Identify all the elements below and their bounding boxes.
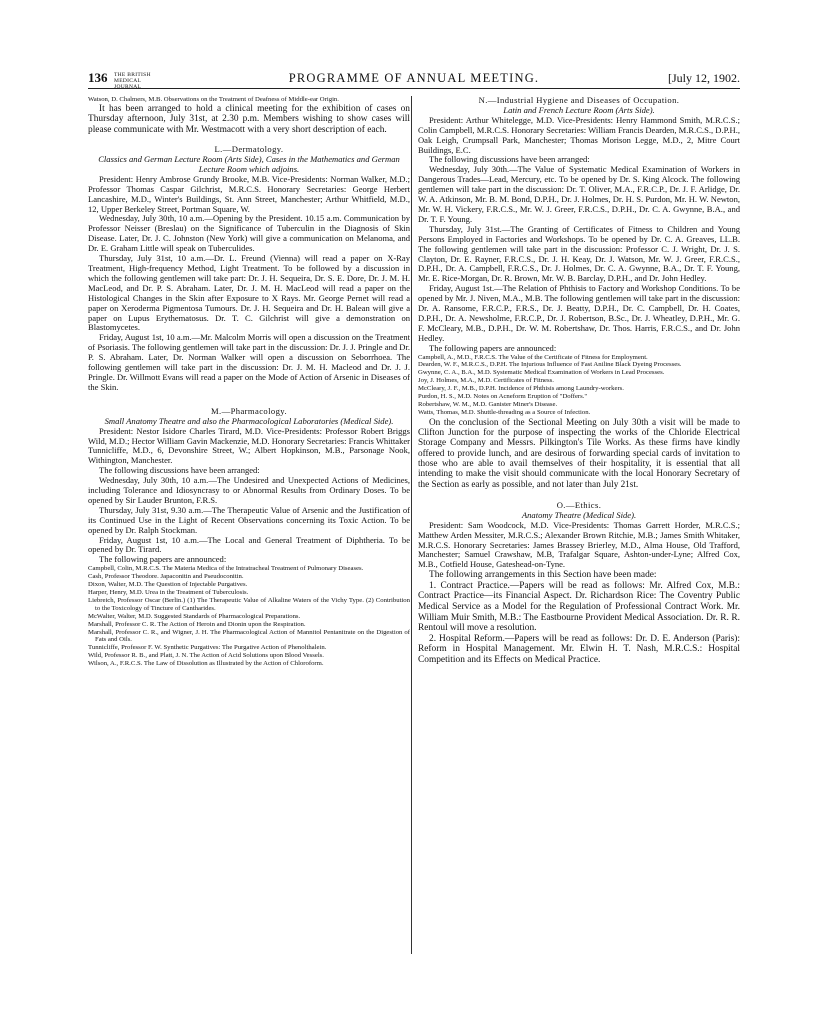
section-n-wednesday: Wednesday, July 30th.—The Value of Systematic Medical Examination of Workers in Dangerous Trades—Lead, Mercury, etc. To be opened by Dr. S. King Alcock. The following gentlemen will take part in the discussion: Dr. T. Oliver, M.A., F.R.C.P., Dr. J. F. Arlidge, Dr. W. A. Atkinson, Mr. B. M. Bond, D.P.H., Dr. J. Holmes, Dr. H. S. Purdon, Mr. H. W. Newton, Mr. W. H. Vickery, F.R.C.S., Mr. W. J. Greer, F.R.C.S., D.P.H., Dr. C. A. Gwynne, B.A., and Dr. T. F. Young.: [418, 164, 740, 224]
paper-entry: Purdon, H. S., M.D. Notes on Acneform Eruption of "Doffers.": [418, 393, 588, 401]
paper-entry: Watson, D. Chalmers, M.B. Observations on the Treatment of Deafness of Middle-ear Origin.: [88, 96, 339, 103]
paper-entry: McWalter, Walter, M.D. Suggested Standards of Pharmacological Preparations.: [88, 612, 301, 620]
section-o-intro: The following arrangements in this Section have been made:: [429, 570, 657, 581]
section-n-thursday: Thursday, July 31st.—The Granting of Certificates of Fitness to Children and Young Persons Employed in Factories and Workshops. To be opened by Dr. C. A. Greaves, LL.B. The following gentlemen will take part in the discussion: Professor C. J. Wright, Dr. J. S. Clayton, Dr. E. Rayner, F.R.C.S., Dr. J. H. Keay, Dr. J. Watson, Mr. W. J. Greer, F.R.C.S., D.P.H., Dr. A. Campbell, F.R.C.S., Dr. J. Holmes, Dr. C. A. Gwynne, B.A., Dr. T. F. Young, Mr. E. Rice-Morgan, Dr. R. Brown, Mr. W. B. Barclay, D.P.H., and Dr. John Hedley.: [418, 223, 740, 284]
section-o-venue: Anatomy Theatre (Medical Side).: [521, 509, 637, 520]
section-o-officers: President: Sam Woodcock, M.D. Vice-Presidents: Thomas Garrett Horder, M.R.C.S.; Matthew Arden Messiter, M.R.C.S.; Alexander Brown Ritchie, M.B.; James Smith Whitaker, M.R.C.S. Honorary Secretaries: James Brassey Brierley, M.D., Alma House, Old Trafford, Manchester; Samuel Crawshaw, M.B, Trafalgar Square, Ashton-under-Lyne; Alfred Cox, M.B., Cotfield House, Gateshead-on-Tyne.: [418, 519, 740, 570]
section-n-title: N.—Industrial Hygiene and Diseases of Occupation.: [478, 95, 680, 105]
paper-entry: Dearden, W. F., M.R.C.S., D.P.H. The Injurious Influence of Fast Aniline Black Dyeing Processes.: [418, 361, 682, 369]
section-n-venue: Latin and French Lecture Room (Arts Side).: [503, 104, 655, 115]
section-m-thursday: Thursday, July 31st, 9.30 a.m.—The Therapeutic Value of Arsenic and the Justification of its Continued Use in the Light of Recent Observations concerning its Toxic Action. To be opened by Dr. Ralph Stockman.: [88, 504, 410, 535]
paper-entry: Dixon, Walter, M.D. The Question of Injectable Purgatives.: [88, 581, 248, 589]
section-n-friday: Friday, August 1st.—The Relation of Phthisis to Factory and Workshop Conditions. To be opened by Mr. J. Niven, M.A., M.B. The following gentlemen will take part in the discussion: Dr. A. Ransome, F.R.C.P., F.R.S., Dr. J. Beatty, D.P.H., Dr. C. Campbell, Dr. H. Coates, D.P.H., Dr. A. Newsholme, F.R.C.P., Dr. J. Robertson, B.Sc., Dr. J. Wheatley, D.P.H., Mr. G. F. McCleary, M.B., D.P.H., Dr. W. M. Robertshaw, Dr. Thos. Harris, F.R.C.S., and Dr. John Hedley.: [418, 283, 740, 343]
section-m-friday: Friday, August 1st, 10 a.m.—The Local and General Treatment of Diphtheria. To be opened by Dr. Tirard.: [88, 534, 410, 555]
page-number: 136: [88, 70, 108, 85]
section-l-friday: Friday, August 1st, 10 a.m.—Mr. Malcolm Morris will open a discussion on the Treatment of Psoriasis. The following gentlemen will take part in the discussion: Dr. J. J. Pringle and Dr. P. S. Abraham. Later, Dr. Norman Walker will open a discussion on Seborrhoea. The following gentlemen will take part in the discussion: Dr. J. M. H. Macleod and Dr. J. J. Pringle. Dr. Willmott Evans will read a paper on the Mode of Action of Arsenic in Diseases of the Skin.: [88, 332, 410, 392]
paper-entry: Marshall, Professor C. R., and Wigner, J. H. The Pharmacological Action of Mannitol Pentanitrate on the Digestion of Fats and Oils.: [88, 628, 410, 644]
paper-entry: Marshall, Professor C. R. The Action of Heroin and Dionin upon the Respiration.: [88, 620, 306, 628]
section-m-venue: Small Anatomy Theatre and also the Pharmacological Laboratories (Medical Side).: [104, 415, 394, 426]
journal-name: THE BRITISH MEDICAL JOURNAL: [114, 72, 151, 90]
paper-entry: Cash, Professor Theodore. Japaconitin and Pseudoconitin.: [88, 573, 244, 581]
section-m-papers-intro: The following papers are announced:: [99, 554, 227, 565]
running-title: PROGRAMME OF ANNUAL MEETING.: [288, 71, 540, 85]
paper-entry: Campbell, A., M.D., F.R.C.S. The Value of the Certificate of Fitness for Employment.: [418, 353, 648, 361]
running-header: [88, 70, 740, 89]
section-o-hospital-reform: 2. Hospital Reform.—Papers will be read as follows: Dr. D. E. Anderson (Paris): Reform in Hospital Management. Mr. Elwin H. T. Nash, M.R.C.S.: Hospital Competition and its Effects on Medical Practice.: [418, 633, 740, 665]
paper-entry: McCleary, J. F., M.B., D.P.H. Incidence of Phthisis among Laundry-workers.: [418, 385, 624, 393]
paper-entry: Tunnicliffe, Professor F. W. Synthetic Purgatives: The Purgative Action of Phenolthalein.: [88, 644, 327, 652]
section-l-thursday: Thursday, July 31st, 10 a.m.—Dr. L. Freund (Vienna) will read a paper on X-Ray Treatment, High-frequency Method, Light Treatment. To be followed by a discussion in which the following gentlemen will take part: Dr. J. H. Sequeira, Dr. S. E. Dore, Dr. J. M. H. MacLeod, and Dr. P. S. Abraham. Later, Dr. J. M. H. MacLeod will read a paper on the Histological Changes in the Skin after Exposure to X Rays. Mr. George Pernet will read a paper on Xeroderma Pigmentosa Tumours. Dr. J. H. Sequeira and Dr. H. Balean will give a paper on Lupus Erythematosus. Dr. T. C. Gilchrist will give a demonstration on Blastomycetes.: [88, 253, 410, 333]
section-n-intro: The following discussions have been arranged:: [429, 154, 590, 165]
section-n-papers-intro: The following papers are announced:: [429, 342, 557, 353]
section-m-paper-list: [88, 565, 410, 668]
section-l-title: L.—Dermatology.: [214, 144, 284, 155]
section-m-wednesday: Wednesday, July 30th, 10 a.m.—The Undesired and Unexpected Actions of Medicines, including Tolerance and Idiosyncrasy to or Abnormal Results from Ordinary Doses. To be opened by Sir Lauder Brunton, F.R.S.: [88, 475, 410, 505]
clinical-meeting-notice: It has been arranged to hold a clinical meeting for the exhibition of cases on Thursday afternoon, July 31st, at 2.30 p.m. Members wishing to show cases will please communicate with Mr. Westmacott with a very short description of each.: [88, 103, 410, 135]
section-m-officers: President: Nestor Isidore Charles Tirard, M.D. Vice-Presidents: Professor Robert Briggs Wild, M.D.; Hector William Gavin Mackenzie, M.D. Honorary Secretaries: Francis Whittaker Tunnicliffe, M.D., 6, Devonshire Street, W.; Albert Hopkinson, M.B., Parsonage Nook, Withington, Manchester.: [88, 425, 410, 466]
paper-entry: Watts, Thomas, M.D. Shuttle-threading as a Source of Infection.: [418, 408, 591, 416]
left-column: [88, 96, 410, 668]
paper-entry: Campbell, Colin, M.R.C.S. The Materia Medica of the Intratracheal Treatment of Pulmonary Diseases.: [88, 565, 364, 573]
paper-list-continued: [88, 96, 410, 104]
section-l-officers: President: Henry Ambrose Grundy Brooke, M.B. Vice-Presidents: Norman Walker, M.D.; Professor Thomas Caspar Gilchrist, M.R.C.S. Honorary Secretaries: George Herbert Lancashire, M.D., Winter's Buildings, St. Ann Street, Manchester; Arthur Whitfield, M.D., 12, Upper Berkeley Street, Portman Square, W.: [88, 173, 410, 214]
section-l-wednesday: Wednesday, July 30th, 10 a.m.—Opening by the President. 10.15 a.m. Communication by Professor Neisser (Breslau) on the Significance of Tuberculin in the Diagnosis of Skin Disease. Later, Dr. J. C. Johnston (New York) will give a communication on Melanoma, and Dr. E. Graham Little will speak on Tuberculides.: [88, 213, 410, 254]
paper-entry: Wild, Professor R. B., and Platt, J. N. The Action of Acid Solutions upon Blood Vessels.: [88, 652, 324, 660]
section-n-officers: President: Arthur Whitelegge, M.D. Vice-Presidents: Henry Hammond Smith, M.R.C.S.; Colin Campbell, M.R.C.S. Honorary Secretaries: William Francis Dearden, M.R.C.S., D.P.H., Oak Leigh, Crumpsall Park, Manchester; Thomas Morison Legge, M.D., 2, Mitre Court Buildings, E.C.: [418, 114, 740, 155]
section-m-intro: The following discussions have been arranged:: [99, 465, 260, 476]
section-m-title: M.—Pharmacology.: [210, 405, 287, 416]
issue-date: [July 12, 1902.: [668, 71, 740, 85]
paper-entry: Gwynne, C. A., B.A., M.D. Systematic Medical Examination of Workers in Lead Processes.: [418, 369, 665, 377]
section-n-paper-list: [418, 354, 740, 417]
right-column: [418, 96, 740, 666]
paper-entry: Liebreich, Professor Oscar (Berlin.) (1) The Therapeutic Value of Alkaline Waters of the Vichy Type. (2) Contribution to the Toxicology of Tincture of Cantharides.: [88, 596, 410, 612]
section-o-title: O.—Ethics.: [556, 499, 602, 510]
paper-entry: Robertshaw, W. M., M.D. Ganister Miner's Disease.: [418, 401, 558, 408]
section-l-venue: Classics and German Lecture Room (Arts Side), Cases in the Mathematics and German Lecture Room which adjoins.: [98, 154, 400, 174]
paper-entry: Joy, J. Holmes, M.A., M.D. Certificates of Fitness.: [418, 377, 554, 385]
section-o-contract-practice: 1. Contract Practice.—Papers will be read as follows: Mr. Alfred Cox, M.B.: Contract Practice—its Financial Aspect. Dr. Richardson Rice: The Coventry Public Medical Service as a Model for the Regulation of Professional Contract Work. Mr. William Muir Smith, M.B.: The Eastbourne Provident Medical Association. Dr. R. R. Rentoul will move a resolution.: [418, 580, 740, 634]
section-n-visit-notice: On the conclusion of the Sectional Meeting on July 30th a visit will be made to Clifton Junction for the purpose of inspecting the works of the Chloride Electrical Storage Company and Messrs. Pilkington's Tile Works. As these firms have kindly offered to provide lunch, and are desirous of forwarding special cards of invitation to those who are able to avail themselves of their hospitality, it is essential that all intending to make the visit should communicate with the local Honorary Secretary of the Section as early as possible, and not later than July 21st.: [418, 416, 740, 489]
column-divider: [411, 96, 412, 954]
paper-entry: Wilson, A., F.R.C.S. The Law of Dissolution as Illustrated by the Action of Chloroform.: [88, 660, 324, 668]
paper-entry: Harper, Henry, M.D. Urea in the Treatment of Tuberculosis.: [88, 589, 249, 596]
